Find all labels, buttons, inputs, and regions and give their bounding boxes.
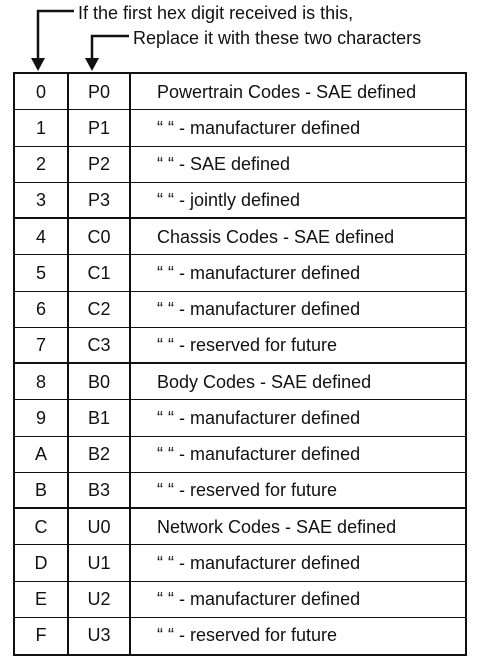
hex-digit-cell: E bbox=[34, 589, 47, 610]
code-prefix-cell: P2 bbox=[87, 154, 111, 175]
description-cell: “ “ - manufacturer defined bbox=[157, 552, 361, 573]
description-cell: Powertrain Codes - SAE defined bbox=[157, 81, 417, 102]
table-row bbox=[15, 74, 465, 110]
table-row bbox=[15, 582, 465, 618]
table-row bbox=[15, 292, 465, 328]
description-cell: “ “ - manufacturer defined bbox=[157, 589, 361, 610]
hex-digit-cell: C bbox=[34, 516, 48, 537]
table-row bbox=[15, 183, 465, 219]
hex-digit-cell: 4 bbox=[35, 226, 46, 247]
hex-digit-cell: 3 bbox=[35, 190, 46, 211]
code-prefix-cell: P0 bbox=[87, 81, 111, 102]
table-row bbox=[15, 219, 465, 255]
arrow-to-code-column bbox=[85, 36, 129, 71]
header-caption-replacement: Replace it with these two characters bbox=[133, 28, 422, 48]
hex-digit-cell: 0 bbox=[35, 81, 46, 102]
description-cell: “ “ - manufacturer defined bbox=[157, 299, 361, 320]
code-prefix-cell: U2 bbox=[87, 589, 111, 610]
dtc-prefix-table bbox=[13, 72, 467, 656]
code-prefix-cell: C3 bbox=[87, 335, 111, 356]
header-caption-hex-digit: If the first hex digit received is this, bbox=[78, 3, 354, 23]
description-cell: “ “ - manufacturer defined bbox=[157, 444, 361, 465]
description-cell: “ “ - manufacturer defined bbox=[157, 262, 361, 283]
hex-digit-cell: 8 bbox=[35, 371, 46, 392]
table-row bbox=[15, 328, 465, 364]
hex-digit-cell: 7 bbox=[35, 335, 46, 356]
hex-digit-cell: D bbox=[34, 552, 48, 573]
hex-digit-cell: 9 bbox=[35, 407, 46, 428]
description-cell: Body Codes - SAE defined bbox=[157, 371, 372, 392]
table-row bbox=[15, 437, 465, 473]
code-prefix-cell: B0 bbox=[87, 371, 111, 392]
hex-digit-cell: B bbox=[34, 480, 47, 501]
hex-digit-cell: 1 bbox=[35, 117, 46, 138]
code-prefix-cell: C0 bbox=[87, 226, 111, 247]
table-row bbox=[15, 618, 465, 654]
code-prefix-cell: P3 bbox=[87, 190, 111, 211]
description-cell: “ “ - reserved for future bbox=[157, 625, 338, 646]
arrow-to-digit-column bbox=[31, 11, 74, 71]
table-body bbox=[15, 74, 465, 654]
code-prefix-cell: U3 bbox=[87, 625, 111, 646]
hex-digit-cell: 5 bbox=[35, 262, 46, 283]
description-cell: “ “ - manufacturer defined bbox=[157, 407, 361, 428]
table-row bbox=[15, 509, 465, 545]
description-cell: Network Codes - SAE defined bbox=[157, 516, 397, 537]
code-prefix-cell: B2 bbox=[87, 444, 111, 465]
code-prefix-cell: C2 bbox=[87, 299, 111, 320]
description-cell: “ “ - SAE defined bbox=[157, 154, 291, 175]
description-cell: “ “ - reserved for future bbox=[157, 335, 338, 356]
code-prefix-cell: B3 bbox=[87, 480, 111, 501]
table-row bbox=[15, 255, 465, 291]
table-row bbox=[15, 473, 465, 509]
description-cell: Chassis Codes - SAE defined bbox=[157, 226, 395, 247]
hex-digit-cell: F bbox=[35, 625, 47, 646]
hex-digit-cell: 6 bbox=[35, 299, 46, 320]
code-prefix-cell: C1 bbox=[87, 262, 111, 283]
table-row bbox=[15, 147, 465, 183]
hex-digit-cell: 2 bbox=[35, 154, 46, 175]
table-row bbox=[15, 364, 465, 400]
description-cell: “ “ - manufacturer defined bbox=[157, 117, 361, 138]
code-prefix-cell: U0 bbox=[87, 516, 111, 537]
description-cell: “ “ - jointly defined bbox=[157, 190, 301, 211]
table-row bbox=[15, 110, 465, 146]
pointer-arrows bbox=[0, 0, 485, 80]
code-prefix-cell: P1 bbox=[87, 117, 111, 138]
table-row bbox=[15, 400, 465, 436]
description-cell: “ “ - reserved for future bbox=[157, 480, 338, 501]
hex-digit-cell: A bbox=[34, 444, 47, 465]
table-row bbox=[15, 545, 465, 581]
code-prefix-cell: U1 bbox=[87, 552, 111, 573]
code-prefix-cell: B1 bbox=[87, 407, 111, 428]
